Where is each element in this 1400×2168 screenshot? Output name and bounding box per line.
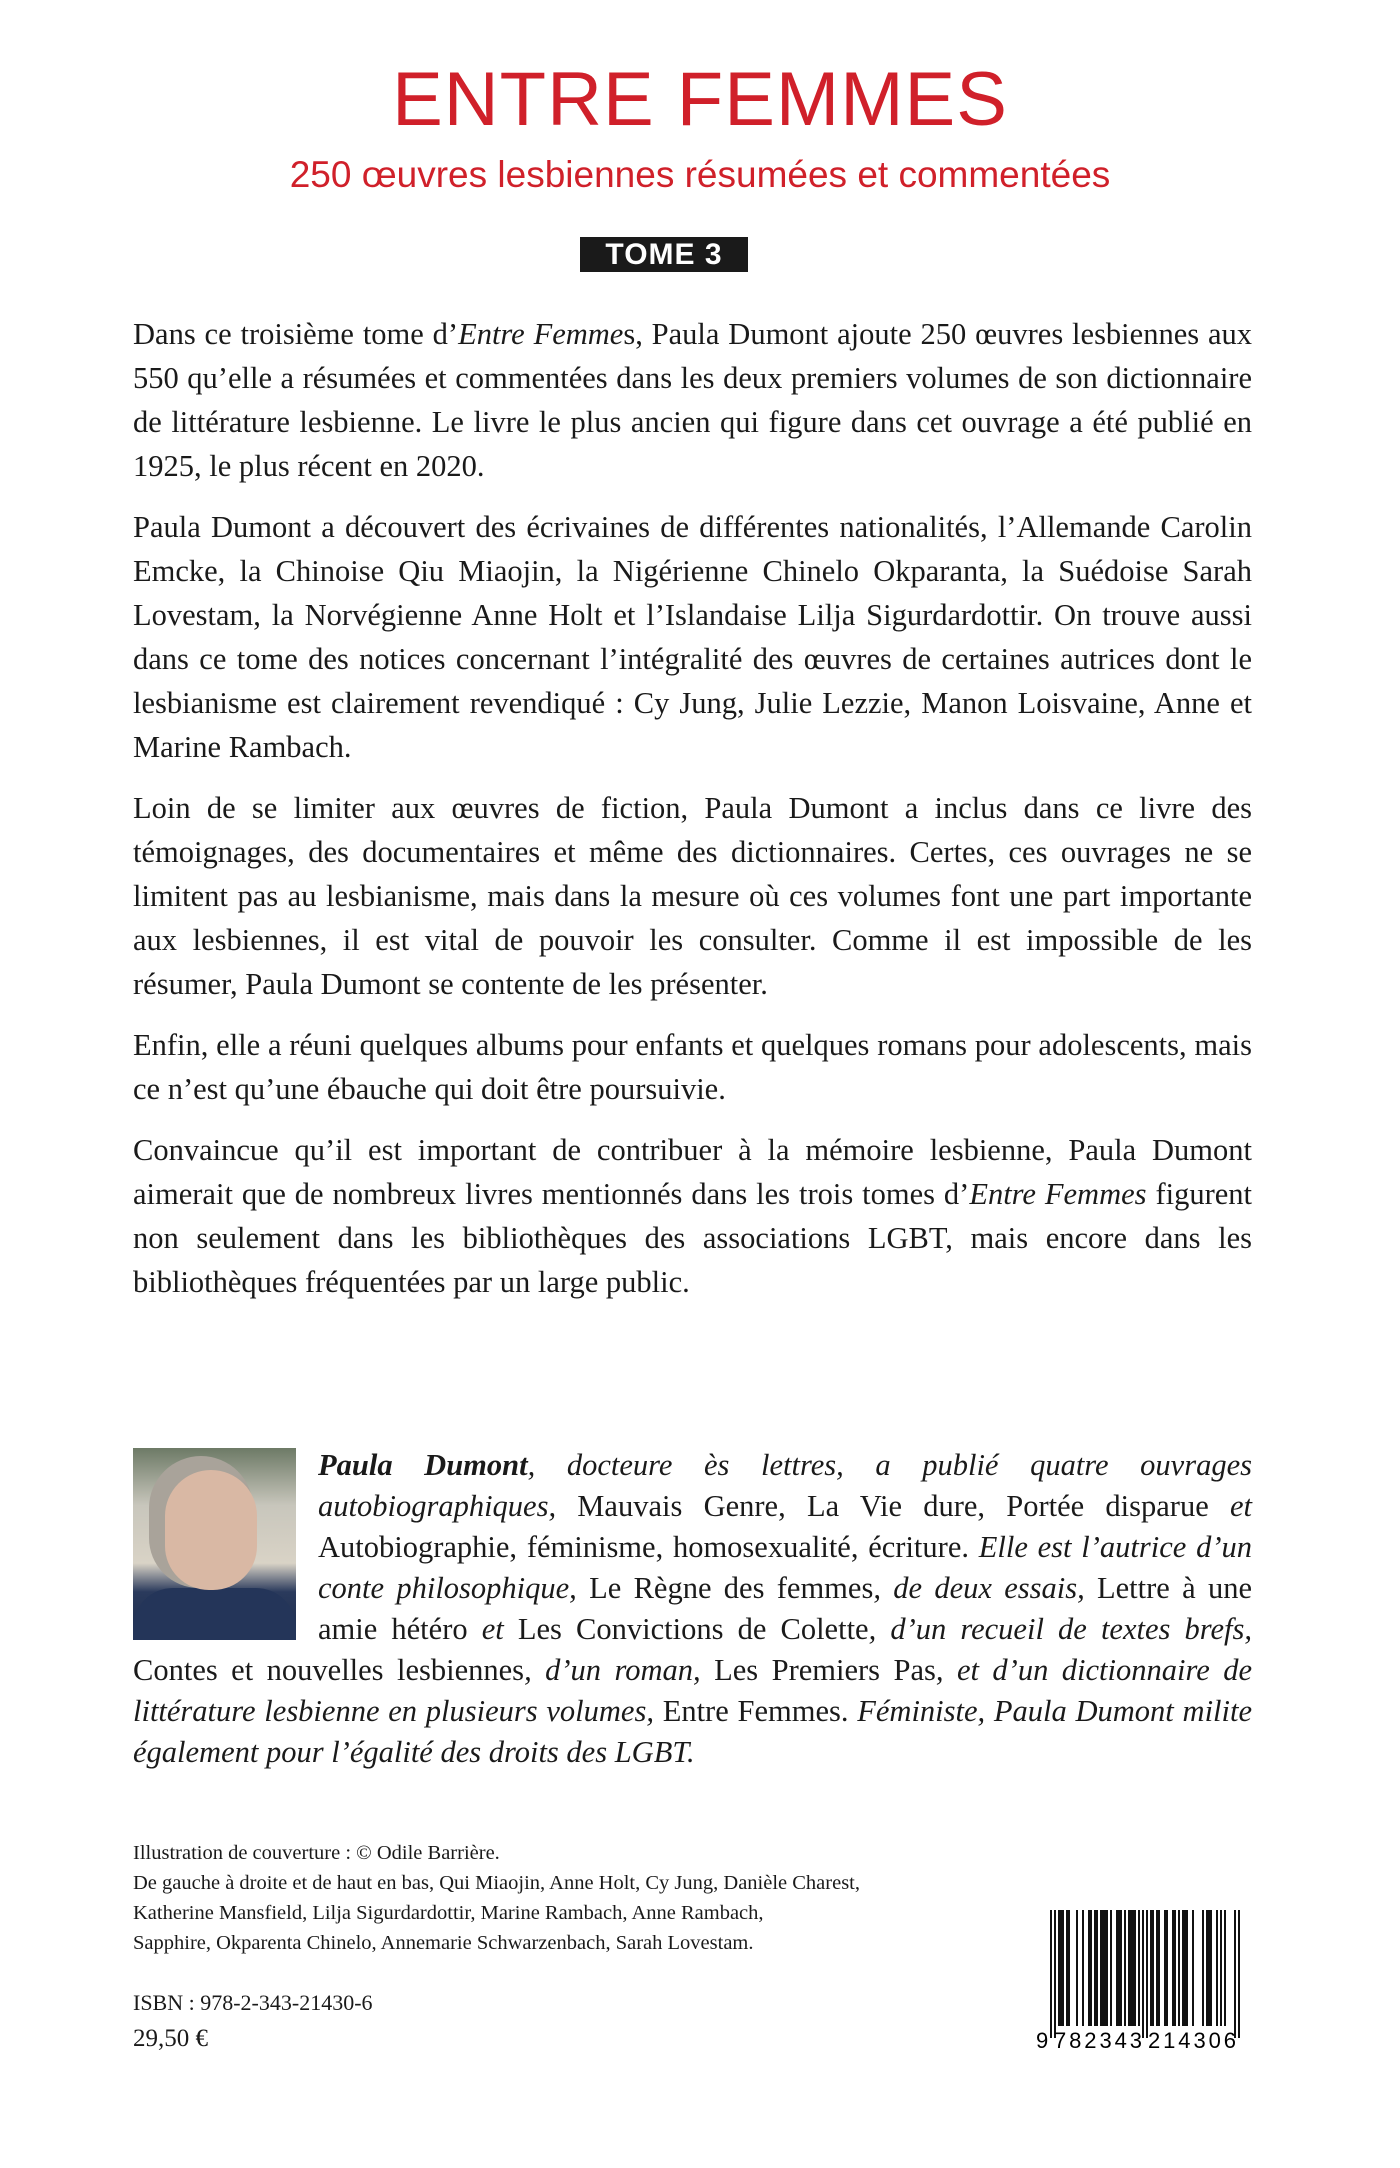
barcode-bar <box>1120 1910 1122 2026</box>
barcode-bar <box>1116 1910 1118 2026</box>
text-segment: et <box>1229 1489 1252 1523</box>
barcode-bar <box>1118 1910 1120 2026</box>
text-segment: , docteure ès lettres, a publié quatre ouvrages autobiographiques, <box>318 1448 1252 1523</box>
barcode-bar <box>1102 1910 1104 2026</box>
barcode-bar <box>1216 1910 1218 2026</box>
text-segment: s, Paula Dumont ajoute 250 œuvres lesbiennes aux 550 qu’elle a résumées et commentées dans les deux premiers volumes de son dictionnaire de littérature lesbienne. Le livre le plus ancien qui figure dans cet ouvrage a été publié en 1925, le plus récent en 2020. <box>133 317 1252 483</box>
barcode-bar <box>1138 1910 1140 2026</box>
barcode-bar <box>1124 1910 1126 2026</box>
barcode-bar <box>1150 1910 1152 2026</box>
barcode-bar <box>1134 1910 1136 2026</box>
blurb-paragraph <box>133 1128 1252 1304</box>
text-segment: Féministe, Paula Dumont milite également pour l’égalité des droits des LGBT. <box>133 1694 1252 1769</box>
barcode-bar <box>1068 1910 1070 2026</box>
author-bio-text <box>133 1448 1252 1769</box>
barcode-bar <box>1142 1910 1144 2038</box>
text-segment: , d’un roman, <box>524 1653 701 1687</box>
text-segment: , de deux essais, <box>873 1571 1085 1605</box>
barcode-bar <box>1060 1910 1062 2026</box>
barcode <box>1036 1910 1248 2050</box>
barcode-bar <box>1178 1910 1180 2026</box>
text-segment: Dans ce troisième tome d’ <box>133 317 459 351</box>
barcode-bar <box>1238 1910 1240 2038</box>
barcode-bar <box>1076 1910 1078 2026</box>
barcode-bar <box>1224 1910 1226 2026</box>
barcode-bar <box>1128 1910 1130 2026</box>
barcode-bar <box>1208 1910 1210 2026</box>
barcode-bar <box>1172 1910 1174 2026</box>
barcode-bar <box>1182 1910 1184 2026</box>
barcode-bar <box>1152 1910 1154 2026</box>
text-segment: Paula Dumont a découvert des écrivaines de différentes nationalités, l’Allemande Carolin Emcke, la Chinoise Qiu Miaojin, la Nigérienne Chinelo Okparanta, la Suédoise Sarah Lovestam, la Norvégienne Anne Holt et l’Islandaise Lilja Sigurdardottir. On trouve aussi dans ce tome des notices concernant l’intégralité des œuvres de certaines autrices dont le lesbianisme est clairement revendiqué : Cy Jung, Julie Lezzie, Manon Loisvaine, Anne et Marine Rambach. <box>133 510 1252 764</box>
cover-credits <box>133 1838 860 1958</box>
text-segment: Paula Dumont <box>318 1448 528 1482</box>
barcode-bar <box>1220 1910 1222 2026</box>
barcode-bar <box>1054 1910 1056 2038</box>
barcode-bar <box>1186 1910 1188 2026</box>
text-segment: Autobiographie, féminisme, homosexualité, écriture. <box>318 1530 979 1564</box>
barcode-bar <box>1100 1910 1102 2026</box>
barcode-bar <box>1050 1910 1052 2038</box>
text-segment: Le Règne des femmes <box>576 1571 874 1605</box>
barcode-bar <box>1156 1910 1158 2026</box>
barcode-bar <box>1090 1910 1092 2026</box>
text-segment: Enfin, elle a réuni quelques albums pour enfants et quelques romans pour adolescents, mais ce n’est qu’une ébauche qui doit être poursuivie. <box>133 1028 1252 1106</box>
barcode-bar <box>1206 1910 1208 2026</box>
text-segment: Contes et nouvelles lesbiennes <box>133 1653 525 1687</box>
book-subtitle: 250 œuvres lesbiennes résumées et commentées <box>289 154 1111 195</box>
author-photo <box>133 1448 296 1640</box>
barcode-bar <box>1096 1910 1098 2026</box>
barcode-bar <box>1192 1910 1194 2026</box>
barcode-bar <box>1106 1910 1108 2026</box>
text-segment: Entre Femmes <box>969 1177 1147 1211</box>
credit-line: Illustration de couverture : © Odile Barrière. <box>133 1842 500 1864</box>
barcode-bar <box>1210 1910 1212 2026</box>
text-segment: Les Convictions de Colette <box>503 1612 869 1646</box>
credit-line: Sapphire, Okparenta Chinelo, Annemarie Schwarzenbach, Sarah Lovestam. <box>133 1932 754 1954</box>
barcode-bar <box>1104 1910 1106 2026</box>
text-segment: Entre Femmes. <box>653 1694 858 1728</box>
credit-line: Katherine Mansfield, Lilja Sigurdardottir, Marine Rambach, Anne Rambach, <box>133 1902 764 1924</box>
barcode-bar <box>1110 1910 1112 2026</box>
barcode-digits-left: 782343 <box>1054 2028 1142 2050</box>
blurb-paragraph <box>133 1023 1252 1111</box>
barcode-bar <box>1158 1910 1160 2026</box>
text-segment: Elle est l’autrice d’un conte philosophique, <box>318 1530 1252 1605</box>
barcode-bar <box>1184 1910 1186 2026</box>
barcode-bar <box>1058 1910 1060 2026</box>
barcode-bar <box>1094 1910 1096 2026</box>
barcode-digits-right: 214306 <box>1148 2028 1236 2050</box>
credit-line: De gauche à droite et de haut en bas, Qui Miaojin, Anne Holt, Cy Jung, Danièle Charest, <box>133 1872 860 1894</box>
isbn: ISBN : 978-2-343-21430-6 <box>133 1990 373 2015</box>
text-segment: , d’un recueil de textes brefs, <box>868 1612 1253 1646</box>
barcode-bar <box>1130 1910 1132 2026</box>
blurb-paragraph <box>133 312 1252 488</box>
barcode-bar <box>1062 1910 1064 2026</box>
blurb <box>133 312 1252 1321</box>
text-segment: Convaincue qu’il est important de contribuer à la mémoire lesbienne, Paula Dumont aimerait que de nombreux livres mentionnés dans les trois tomes d’ <box>133 1133 1252 1211</box>
barcode-bar <box>1234 1910 1236 2038</box>
barcode-bar <box>1202 1910 1204 2026</box>
text-segment: Loin de se limiter aux œuvres de fiction, Paula Dumont a inclus dans ce livre des témoignages, des documentaires et même des dictionnaires. Certes, ces ouvrages ne se limitent pas au lesbianisme, mais dans la mesure où ces volumes font une part importante aux lesbiennes, il est vital de pouvoir les consulter. Comme il est impossible de les résumer, Paula Dumont se contente de les présenter. <box>133 791 1252 1001</box>
barcode-bar <box>1166 1910 1168 2026</box>
blurb-paragraph <box>133 786 1252 1006</box>
barcode-bar <box>1174 1910 1176 2026</box>
text-segment: Les Premiers Pas <box>700 1653 936 1687</box>
text-segment: Lettre à une amie hétéro <box>318 1571 1252 1646</box>
barcode-bar <box>1082 1910 1084 2026</box>
barcode-bar <box>1132 1910 1134 2026</box>
book-title: ENTRE FEMMES <box>392 57 1008 142</box>
barcode-bar <box>1146 1910 1148 2038</box>
author-bio <box>133 1445 1252 1773</box>
text-segment: Mauvais Genre, La Vie dure, Portée disparue <box>556 1489 1230 1523</box>
text-segment: figurent non seulement dans les bibliothèques des associations LGBT, mais encore dans les bibliothèques fréquentées par un large public. <box>133 1177 1252 1299</box>
tome-badge: TOME 3 <box>580 237 748 272</box>
barcode-bar <box>1164 1910 1166 2026</box>
text-segment: , et d’un dictionnaire de littérature lesbienne en plusieurs volumes, <box>133 1653 1253 1728</box>
barcode-digit-first: 9 <box>1036 2028 1049 2050</box>
text-segment: Entre Femme <box>458 317 624 351</box>
price: 29,50 € <box>133 2025 208 2052</box>
barcode-bar <box>1088 1910 1090 2026</box>
text-segment: et <box>481 1612 504 1646</box>
blurb-paragraph <box>133 505 1252 769</box>
barcode-bar <box>1066 1910 1068 2026</box>
